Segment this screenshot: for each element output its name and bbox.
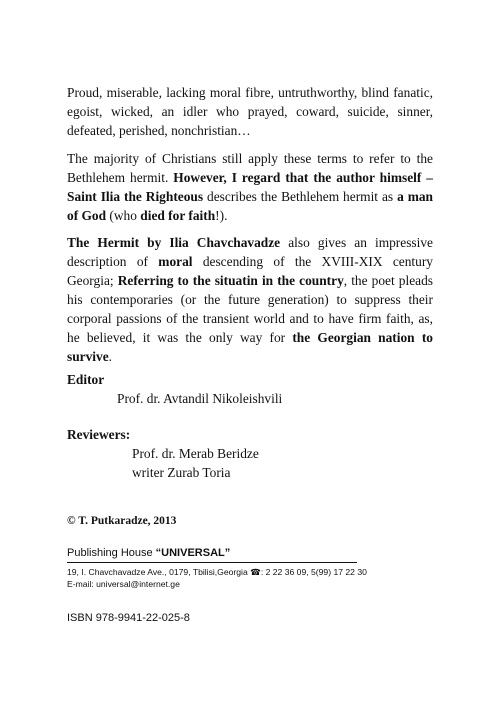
reviewers-label: Reviewers: [67,427,131,442]
hermit-text-4: descending of the XVIII-XIX century Georgia; [67,254,433,288]
copyright-notice: © T. Putkaradze, 2013 [67,515,177,527]
editor-label: Editor [67,372,105,387]
hermit-text-3: moral [158,254,193,269]
hermit-paragraph [67,233,433,366]
email-line: E-mail: universal@internet.ge [67,579,180,589]
intro-paragraph [67,83,433,140]
hermit-text-5: Referring to the situatin in the country [117,273,344,288]
author-text-5: (who [106,208,141,223]
hermit-text-2: also gives an impressive description of [67,235,433,269]
isbn: ISBN 978-9941-22-025-8 [67,612,190,624]
hermit-text-1: The Hermit by Ilia Chavchavadze [67,235,281,250]
author-text-7: !). [215,208,228,223]
intro-text: Proud, miserable, lacking moral fibre, untruthworthy, blind fanatic, egoist, wicked, an idler who prayed, coward, suicide, sinner, defeated, perished, nonchristian… [67,85,433,138]
author-text-4: a man of God [67,189,433,223]
publisher-prefix: Publishing House [67,547,156,559]
hermit-text-7: the Georgian nation to survive [67,330,433,364]
author-text-3: describes the Bethlehem hermit as [203,189,398,204]
author-paragraph [67,149,433,225]
reviewer-name: writer Zurab Toria [132,465,231,480]
publisher-divider [67,562,357,563]
hermit-text-6: , the poet pleads his contemporaries (or the future generation) to suppress their corporal passions of the transient world and to have firm faith, as, he believed, it was the only way for [67,273,433,345]
publisher-address [67,566,367,590]
author-text-2: However, I regard that the author himself – Saint Ilia the Righteous [67,170,433,204]
address-line: 19, I. Chavchavadze Ave., 0179, Tbilisi,Georgia ☎: 2 22 36 09, 5(99) 17 22 30 [67,567,367,577]
hermit-text-8: . [108,349,113,364]
author-text-1: The majority of Christians still apply these terms to refer to the Bethlehem hermit. [67,151,433,185]
publisher-line [67,547,230,559]
publisher-name: “UNIVERSAL” [155,547,231,559]
reviewer-name: Prof. dr. Merab Beridze [132,446,259,461]
editor-name: Prof. dr. Avtandil Nikoleishvili [117,391,283,406]
author-text-6: died for faith [140,208,216,223]
